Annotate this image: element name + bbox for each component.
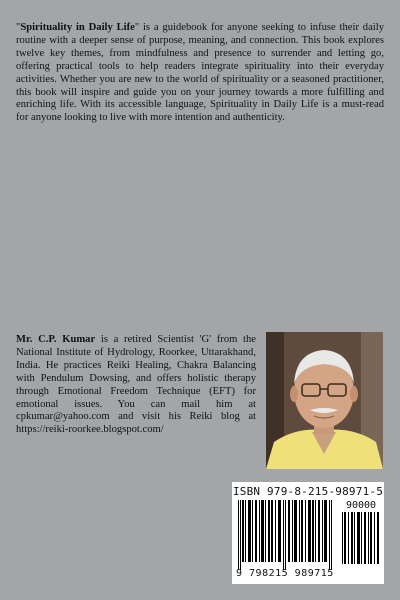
isbn-barcode <box>232 482 384 584</box>
barcode-addon-price: 90000 <box>345 500 377 511</box>
author-photo <box>266 332 383 469</box>
blurb-open-quote: " <box>16 22 21 33</box>
isbn-label: ISBN 979-8-215-98971-5 <box>232 485 384 498</box>
back-cover-blurb <box>16 22 384 125</box>
book-title: Spirituality in Daily Life <box>20 22 135 33</box>
blurb-text: " is a guidebook for anyone seeking to infuse their daily routine with a deeper sense of purpose, meaning, and connection. This book explores twelve key themes, from mindfulness and presence to surrender and letting go, offering practical tools to help readers integrate spirituality into their everyday activities. Whether you are new to the world of spirituality or a seasoned practitioner, this book will inspire and guide you on your journey towards a more fulfilling and enriching life. With its accessible language, Spirituality in Daily Life is a must-read for anyone looking to live with more intention and authenticity. <box>16 22 384 124</box>
barcode-digits: 9 798215 989715 <box>236 568 334 579</box>
addon-bars <box>342 512 380 564</box>
author-bio <box>16 334 256 437</box>
author-bio-text: is a retired Scientist 'G' from the National Institute of Hydrology, Roorkee, Uttarakhand, India. He practices Reiki Healing, Chakra Balancing with Pendulum Dowsing, and offers holistic therapy through Emotional Freedom Technique (EFT) for emotional issues. You can mail him at cpkumar@yahoo.com and visit his Reiki blog at https://reiki-roorkee.blogspot.com/ <box>16 334 256 436</box>
author-name: Mr. C.P. Kumar <box>16 334 96 345</box>
barcode-bars <box>238 500 338 570</box>
